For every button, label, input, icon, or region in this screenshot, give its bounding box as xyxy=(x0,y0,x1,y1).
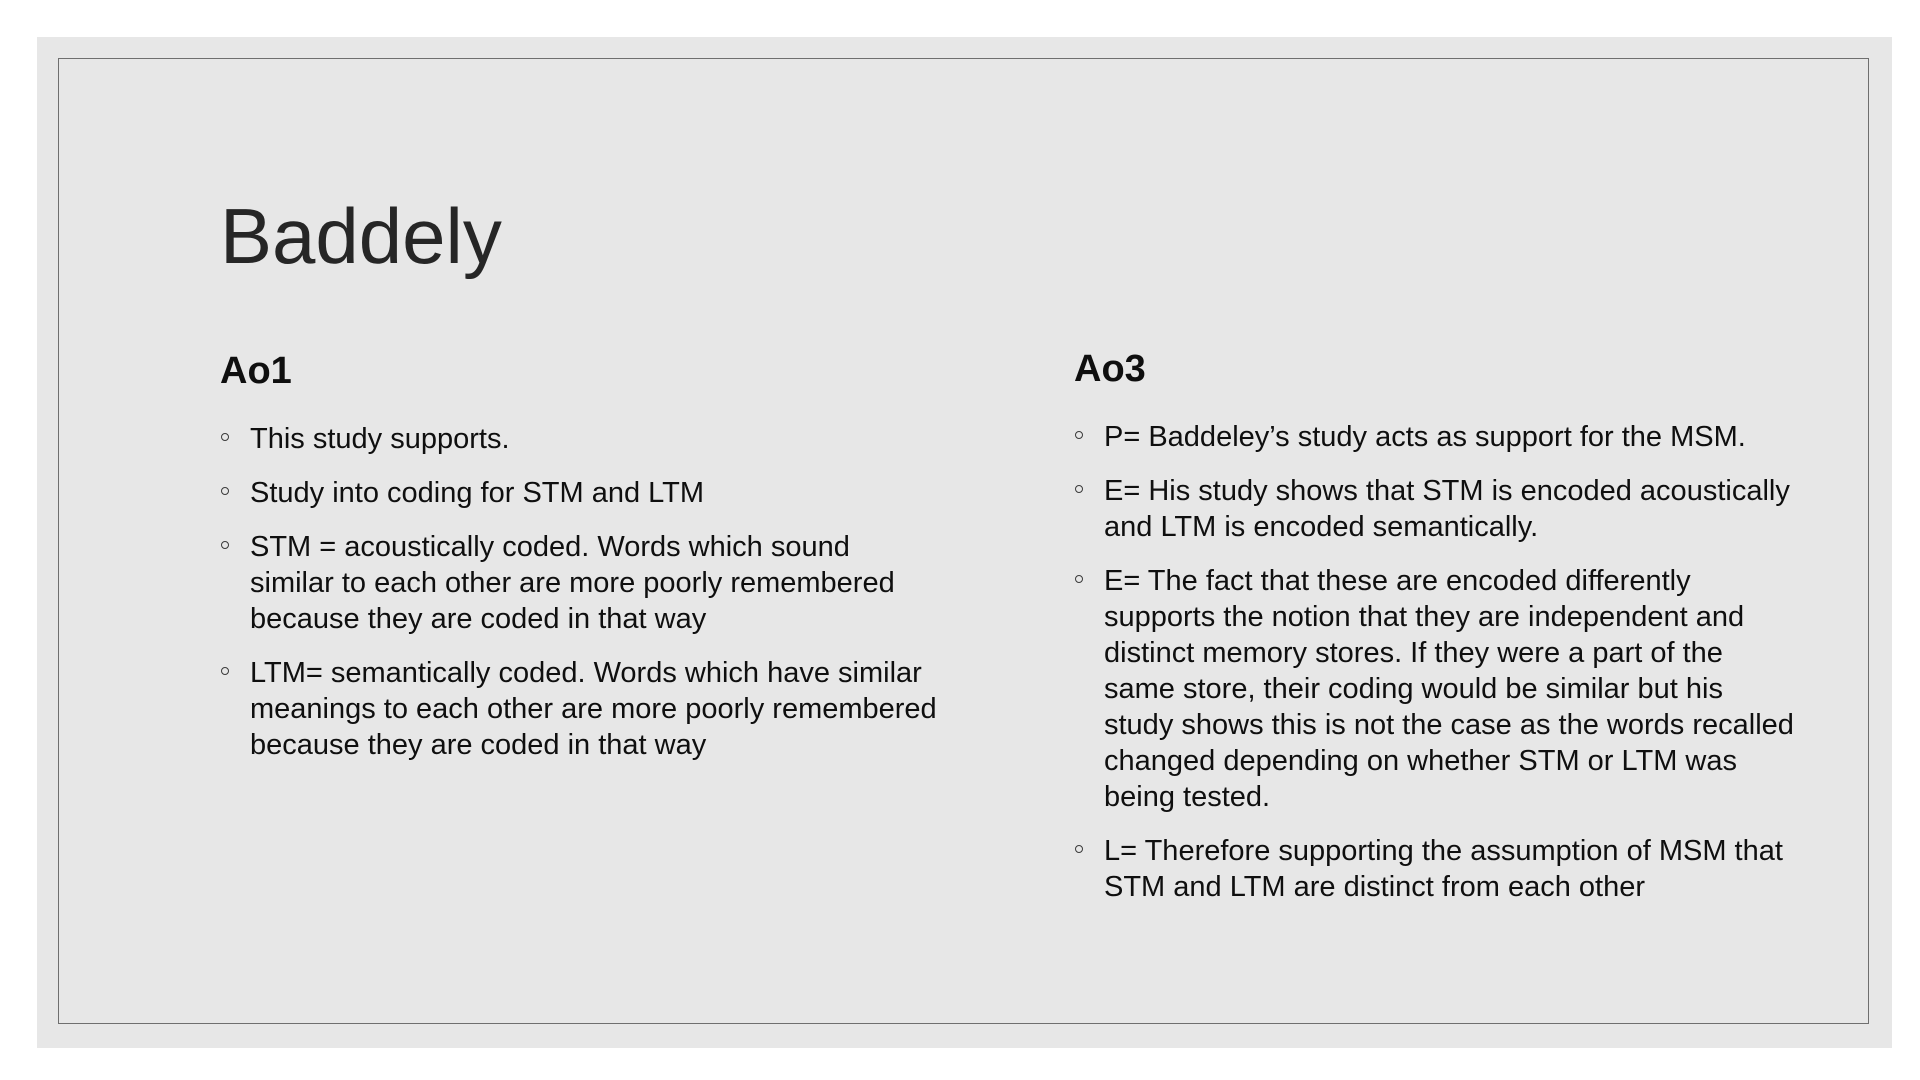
list-item xyxy=(220,655,940,763)
bullet-text: E= The fact that these are encoded differently supports the notion that they are independent and distinct memory stores. If they were a part of the same store, their coding would be similar but his study shows this is not the case as the words recalled changed depending on whether STM or LTM was being tested. xyxy=(1104,565,1794,813)
ao1-column xyxy=(220,349,940,781)
bullet-text: STM = acoustically coded. Words which sound similar to each other are more poorly remembered because they are coded in that way xyxy=(250,531,895,635)
circle-bullet-icon xyxy=(221,487,229,495)
bullet-text: E= His study shows that STM is encoded acoustically and LTM is encoded semantically. xyxy=(1104,475,1790,543)
circle-bullet-icon xyxy=(1075,485,1083,493)
list-item xyxy=(1074,419,1794,455)
bullet-text: P= Baddeley’s study acts as support for the MSM. xyxy=(1104,421,1746,453)
bullet-text: Study into coding for STM and LTM xyxy=(250,477,705,509)
list-item xyxy=(1074,563,1794,815)
circle-bullet-icon xyxy=(221,667,229,675)
ao1-bullet-list xyxy=(220,421,940,763)
bullet-text: This study supports. xyxy=(250,423,510,455)
circle-bullet-icon xyxy=(221,541,229,549)
list-item xyxy=(1074,833,1794,905)
bullet-text: LTM= semantically coded. Words which have similar meanings to each other are more poorly remembered because they are coded in that way xyxy=(250,657,937,761)
circle-bullet-icon xyxy=(1075,575,1083,583)
circle-bullet-icon xyxy=(221,433,229,441)
ao3-column xyxy=(1074,347,1794,923)
circle-bullet-icon xyxy=(1075,431,1083,439)
ao3-heading: Ao3 xyxy=(1074,348,1146,390)
circle-bullet-icon xyxy=(1075,845,1083,853)
list-item xyxy=(220,475,940,511)
ao1-heading: Ao1 xyxy=(220,350,292,392)
ao3-bullet-list xyxy=(1074,419,1794,905)
list-item xyxy=(220,421,940,457)
slide-title: Baddely xyxy=(220,192,502,280)
slide xyxy=(37,37,1892,1048)
list-item xyxy=(1074,473,1794,545)
bullet-text: L= Therefore supporting the assumption of MSM that STM and LTM are distinct from each other xyxy=(1104,835,1783,903)
list-item xyxy=(220,529,940,637)
